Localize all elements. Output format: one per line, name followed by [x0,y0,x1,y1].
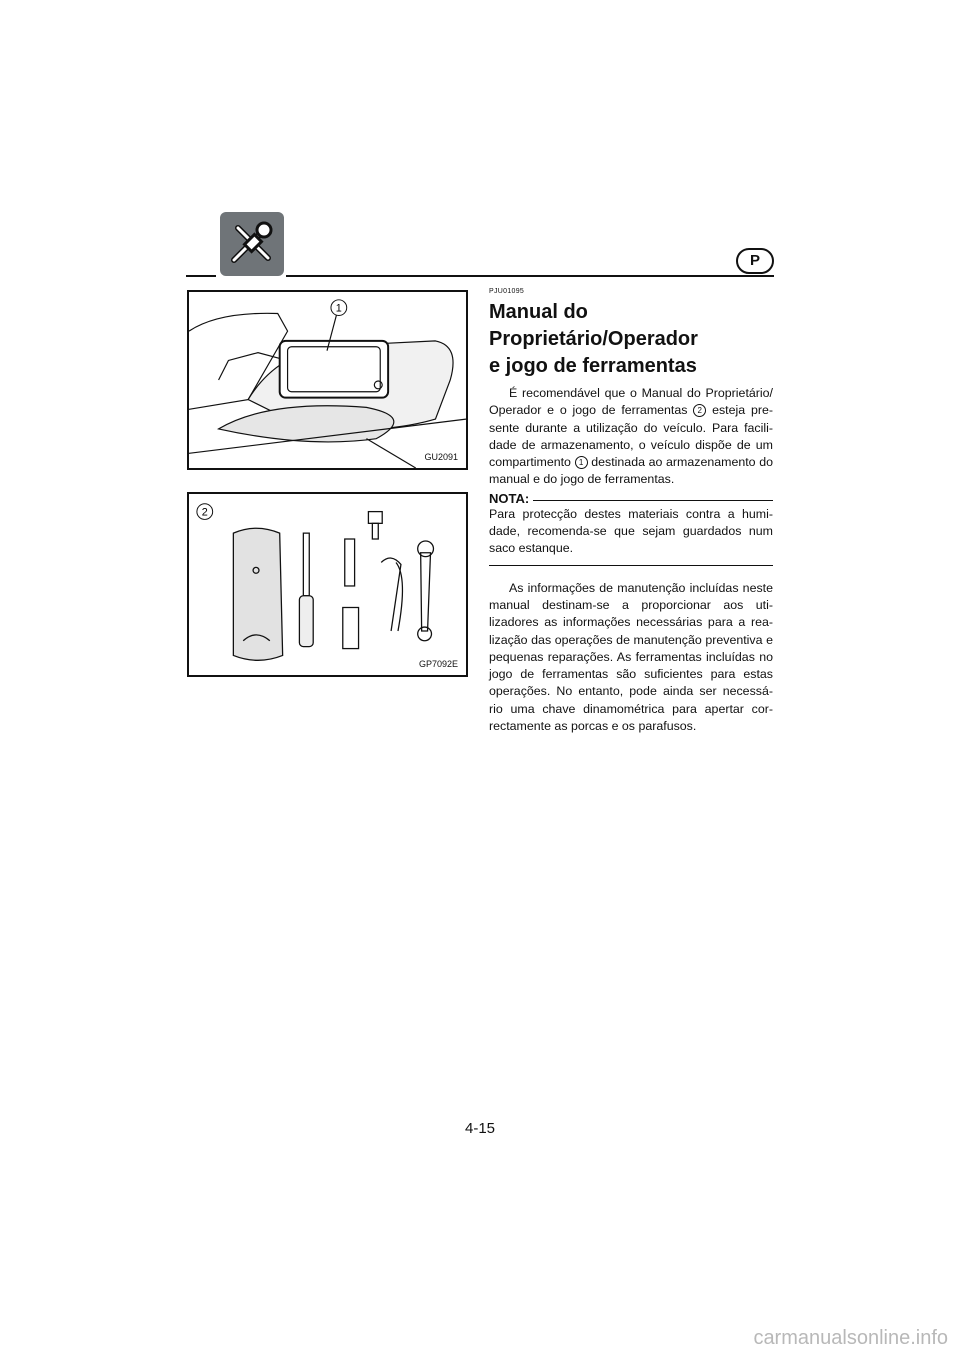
section-title [489,299,773,380]
tool-kit-figure [187,492,468,677]
page-number: 4-15 [464,1120,496,1137]
intro-paragraph [489,385,773,489]
doc-code: PJU01095 [489,288,525,295]
section-title-line1: Manual do Proprietário/Operador [489,301,698,350]
tools-icon [220,212,284,276]
figure-code: GP7092E [418,659,458,669]
callout-ref-1: 1 [575,456,588,469]
text-column [489,288,773,735]
note-rule [533,500,773,501]
intro-text-b: esteja pre- sente durante a utilização do veículo. Para facili- dade de armazenamento, o veículo dispõe de um compartimento [489,403,773,470]
tool-kit-illustration [189,494,466,675]
watermark: carmanualsonline.info [753,1327,948,1349]
intro-text-a: É recomendável que o Manual do Proprietário/ Operador e o jogo de ferramentas [489,386,773,418]
note-text: Para protecção destes materiais contra a humi- dade, recomenda-se que sejam guardados num saco estanque. [489,506,773,556]
language-badge: P [736,248,774,274]
callout-2: 2 [201,506,208,519]
storage-compartment-figure [187,290,468,470]
storage-compartment-illustration [189,292,466,468]
header-rule-left [186,275,216,277]
intro-text-c: destinada ao armazenamento do manual e do jogo de ferramentas. [489,455,773,487]
callout-1: 1 [335,302,342,315]
maintenance-paragraph: As informações de manutenção incluídas neste manual destinam-se a proporcionar aos uti- lizadores as informações necessárias para a rea- lização das operações de manutenção preventiva e pequenas reparações. As ferramentas incluídas no jogo de ferramentas são suficientes para estas operações. No entanto, pode ainda ser necessá- rio uma chave dinamométrica para apertar cor- rectamente as porcas e os parafusos. [489,580,773,734]
header-rule-right [286,275,774,277]
section-title-line2: e jogo de ferramentas [489,355,697,377]
note-label: NOTA: [489,490,530,506]
note-header [489,491,773,506]
figure-code: GU2091 [424,452,458,462]
callout-ref-2: 2 [693,404,706,417]
note-end-rule [489,565,773,566]
